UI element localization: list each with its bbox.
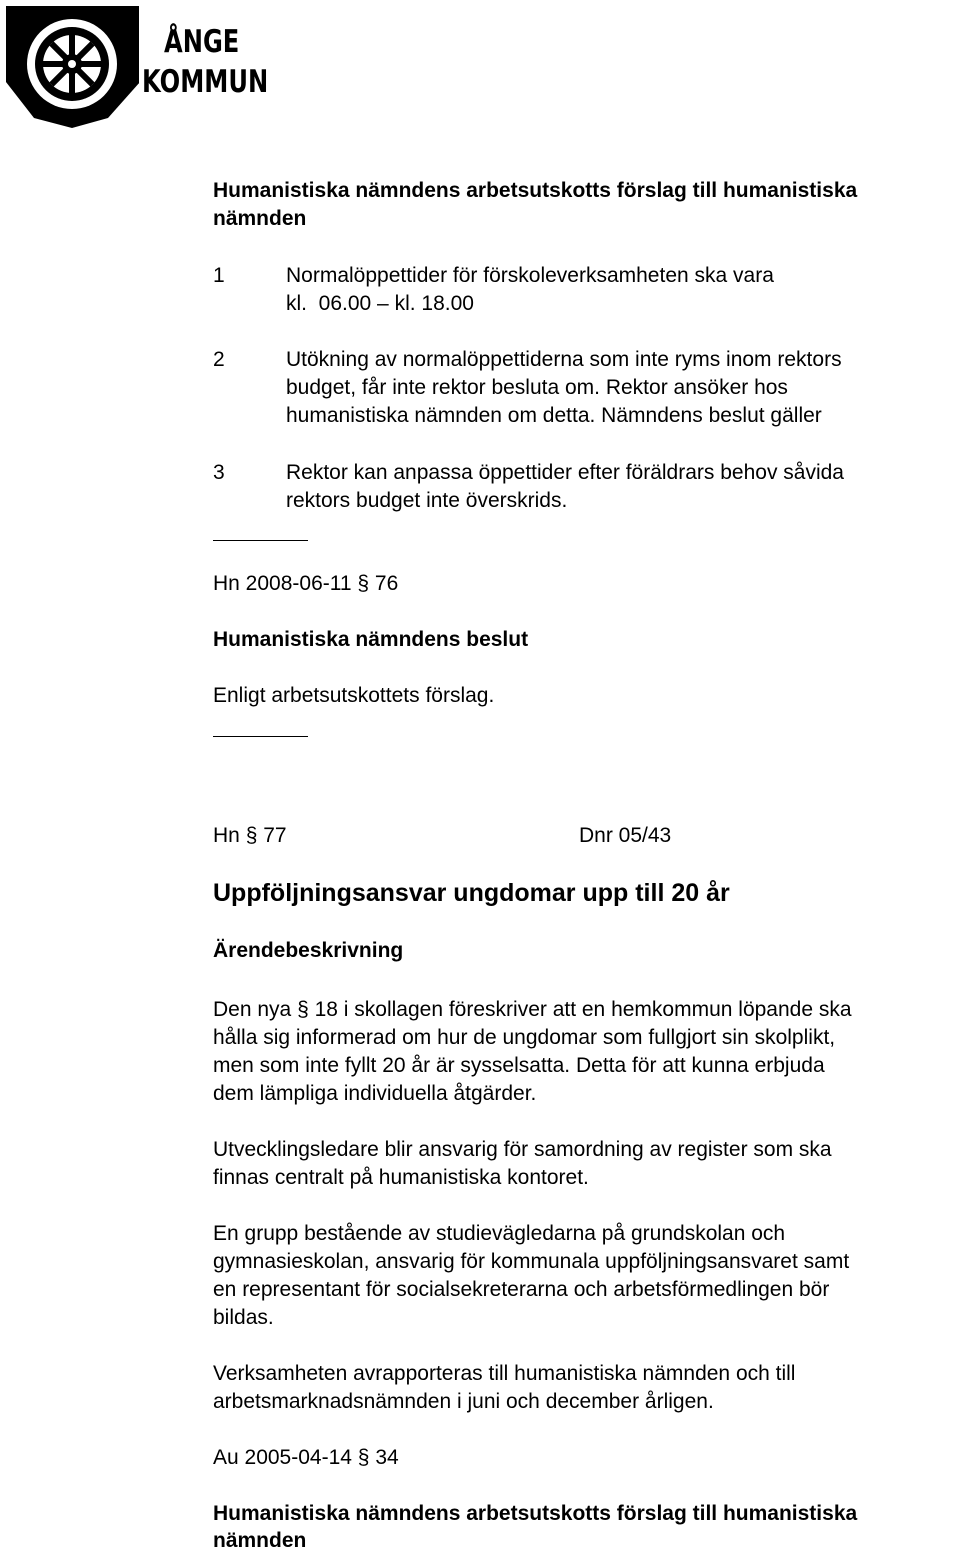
list-item-text: Normalöppettider för förskoleverksamheten ska vara: [286, 264, 774, 287]
proposal-heading-line1: Humanistiska nämndens arbetsutskotts förslag till humanistiska: [213, 1502, 858, 1525]
logo-name-line2: KOMMUN: [142, 64, 269, 100]
case-subheading: Ärendebeskrivning: [213, 939, 404, 962]
paragraph-line: dem lämpliga individuella åtgärder.: [213, 1082, 537, 1105]
logo-name-line1: ÅNGE: [164, 24, 240, 60]
paragraph-line: gymnasieskolan, ansvarig för kommunala uppföljningsansvaret samt: [213, 1250, 850, 1273]
case-reference: Hn § 77: [213, 824, 287, 847]
case-dnr: Dnr 05/43: [579, 824, 672, 847]
wheel-emblem-icon: [4, 2, 139, 130]
list-item-number: 1: [213, 264, 225, 287]
list-item-number: 3: [213, 461, 225, 484]
proposal-heading-line1: Humanistiska nämndens arbetsutskotts förslag till humanistiska: [213, 179, 858, 202]
list-item-text: Rektor kan anpassa öppettider efter föräldrars behov såvida: [286, 461, 844, 484]
committee-reference: Au 2005-04-14 § 34: [213, 1446, 399, 1469]
divider: [213, 540, 308, 541]
list-item-text: Utökning av normalöppettiderna som inte ryms inom rektors: [286, 348, 842, 371]
divider: [213, 736, 308, 737]
proposal-heading-line2: nämnden: [213, 207, 307, 230]
paragraph-line: men som inte fyllt 20 år är sysselsatta. Detta för att kunna erbjuda: [213, 1054, 825, 1077]
list-item-text: kl. 06.00 – kl. 18.00: [286, 292, 474, 315]
paragraph-line: Den nya § 18 i skollagen föreskriver att en hemkommun löpande ska: [213, 998, 852, 1021]
paragraph-line: En grupp bestående av studievägledarna på grundskolan och: [213, 1222, 786, 1245]
decision-text: Enligt arbetsutskottets förslag.: [213, 684, 495, 707]
list-item-text: budget, får inte rektor besluta om. Rektor ansöker hos: [286, 376, 788, 399]
paragraph-line: hålla sig informerad om hur de ungdomar som fullgjort sin skolplikt,: [213, 1026, 836, 1049]
logo: [4, 2, 269, 130]
paragraph-line: finnas centralt på humanistiska kontoret.: [213, 1166, 589, 1189]
case-title: Uppföljningsansvar ungdomar upp till 20 år: [213, 879, 730, 907]
paragraph-line: en representant för socialsekreterarna och arbetsförmedlingen bör: [213, 1278, 830, 1301]
meeting-reference: Hn 2008-06-11 § 76: [213, 572, 399, 595]
list-item-text: humanistiska nämnden om detta. Nämndens beslut gäller: [286, 404, 822, 427]
proposal-heading-line2: nämnden: [213, 1529, 307, 1552]
paragraph-line: bildas.: [213, 1306, 274, 1329]
list-item-number: 2: [213, 348, 225, 371]
paragraph-line: Verksamheten avrapporteras till humanistiska nämnden och till: [213, 1362, 796, 1385]
paragraph-line: arbetsmarknadsnämnden i juni och december årligen.: [213, 1390, 714, 1413]
list-item-text: rektors budget inte överskrids.: [286, 489, 568, 512]
decision-heading: Humanistiska nämndens beslut: [213, 628, 529, 651]
paragraph-line: Utvecklingsledare blir ansvarig för samordning av register som ska: [213, 1138, 832, 1161]
